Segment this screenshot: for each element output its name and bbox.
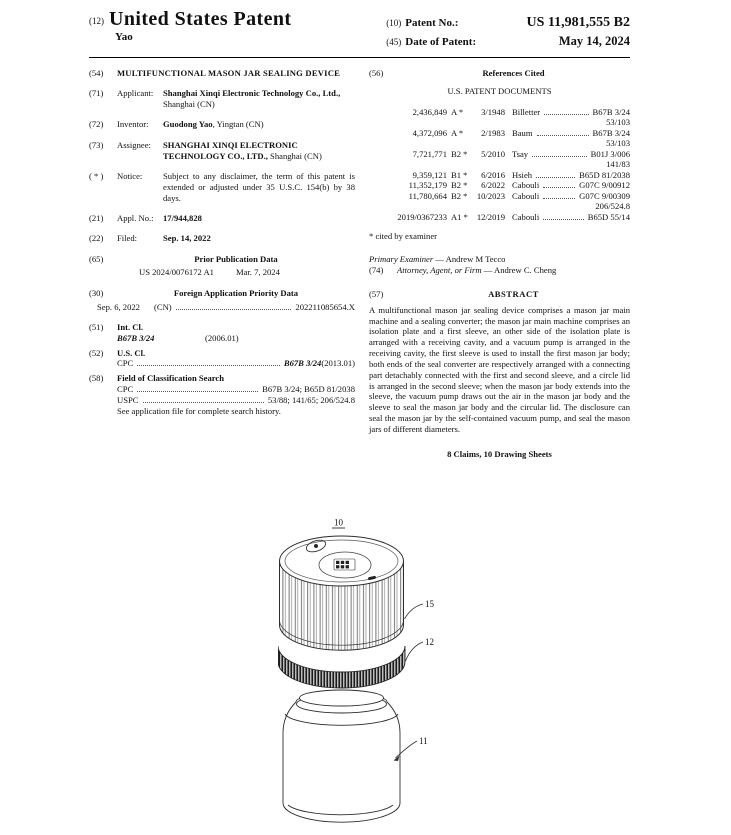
field-search-cpc-value: B67B 3/24; B65D 81/2038	[262, 384, 355, 395]
figure-label-10: 10	[334, 517, 343, 528]
prior-pub-heading: Prior Publication Data	[194, 253, 278, 264]
us-cl-year: (2013.01)	[321, 358, 355, 369]
applicant-name: Shanghai Xinqi Electronic Technology Co., Ltd.,	[163, 88, 341, 99]
ref-class: G07C 9/00309	[579, 190, 630, 201]
date-value: May 14, 2024	[558, 33, 630, 48]
attorney-label: Attorney, Agent, or Firm	[397, 265, 482, 276]
foreign-priority-country: (CN)	[153, 301, 172, 312]
ref-number: 11,352,179	[408, 180, 447, 191]
ref-number: 4,372,096	[412, 127, 447, 138]
field-code-73: (73)	[89, 139, 104, 150]
reference-row	[369, 107, 630, 117]
abstract-text: A multifunctional mason jar sealing device comprises a mason jar main machine and a sealing converter; the mason jar main machine comprises an isolation plate and a first sleeve, an other side of the isolation plate is arranged with a receiving cavity, and a vacuum pump is arranged in the receiving cavity, the first sleeve is used to install the first mason jar body; both ends of the seal converter are respectively arranged with a connecting part detachably connected with the first and second sleeve, and a circle lid is arranged in the second sleeve; when the mason jar body extends into the sleeve, the vacuum pump draws out the air in the mason jar body and the sleeve to seal the mason jar body and the circular lid. The disclosure can seal the mason jar by the self-contained vacuum pump, and seal the mason jars of different diameters.	[369, 304, 630, 434]
assignee-label: Assignee:	[117, 139, 151, 150]
assignee-name: SHANGHAI XINQI ELECTRONIC TECHNOLOGY CO., LTD.,	[163, 139, 298, 161]
ref-kind: B2 *	[451, 190, 468, 201]
foreign-priority-number: 202211085654.X	[295, 301, 355, 312]
ref-kind: B1 *	[451, 169, 468, 180]
applicant-item	[89, 88, 355, 110]
ref-date: 2/1983	[481, 127, 505, 138]
field-code-30: (30)	[89, 287, 104, 298]
ref-kind: A *	[451, 106, 464, 117]
ref-name: Hsieh	[512, 169, 533, 180]
field-code-71: (71)	[89, 88, 104, 99]
ref-class-cont: 53/103	[606, 138, 630, 149]
dotted-leader	[543, 187, 575, 188]
field-code-58: (58)	[89, 373, 104, 384]
inventor-label: Inventor:	[117, 119, 149, 130]
ref-class-cont: 206/524.8	[595, 201, 630, 212]
drawing-figure	[278, 515, 454, 835]
applicant-label: Applicant:	[117, 88, 154, 99]
doc-type-code: (12)	[89, 16, 104, 26]
dotted-leader	[537, 135, 589, 136]
attorney-line	[369, 265, 630, 277]
field-search-uspc-label: USPC	[117, 394, 139, 405]
reference-row	[369, 170, 630, 180]
mason-jar-figure	[278, 515, 454, 835]
header-left	[89, 8, 386, 50]
ref-name: Tsay	[512, 148, 529, 159]
ref-date: 3/1948	[481, 106, 505, 117]
ref-name: Cabouli	[512, 190, 540, 201]
reference-row	[369, 212, 630, 222]
figure-label-15: 15	[425, 599, 434, 609]
cap-top	[280, 536, 404, 586]
figure-label-11: 11	[419, 736, 428, 746]
header-right	[386, 8, 630, 50]
dotted-leader	[137, 365, 280, 366]
assignee-location: Shanghai (CN)	[267, 150, 322, 161]
header-divider	[89, 57, 630, 58]
patent-no-code: (10)	[386, 18, 402, 28]
ref-class: B65D 81/2038	[579, 169, 630, 180]
invention-title-item	[89, 68, 355, 79]
primary-examiner-name: — Andrew M Tecco	[433, 253, 506, 264]
int-cl-class: B67B 3/24	[117, 332, 155, 343]
inventor-name: Guodong Yao	[163, 119, 213, 130]
us-cl-line	[117, 358, 355, 369]
assignee-item	[89, 140, 355, 162]
inventor-surname: Yao	[115, 31, 133, 43]
converter-ring	[278, 646, 405, 688]
filed-item	[89, 233, 355, 244]
display-digits	[334, 559, 355, 570]
inventor-value	[163, 119, 355, 130]
reference-row	[369, 180, 630, 190]
ref-class: G07C 9/00912	[579, 180, 630, 191]
appl-no-value: 17/944,828	[163, 212, 202, 223]
dotted-leader	[543, 198, 575, 199]
ref-kind: B2 *	[451, 148, 468, 159]
field-code-72: (72)	[89, 119, 104, 130]
invention-title: MULTIFUNCTIONAL MASON JAR SEALING DEVICE	[117, 68, 341, 78]
ref-kind: B2 *	[451, 180, 468, 191]
field-code-56: (56)	[369, 68, 384, 78]
field-code-21: (21)	[89, 212, 104, 223]
ref-class-cont: 141/83	[606, 159, 630, 170]
notice-text: Subject to any disclaimer, the term of this patent is extended or adjusted under 35 U.S.C. 154(b) by 38 days.	[163, 170, 355, 203]
ref-date: 6/2022	[481, 180, 505, 191]
abstract-heading: ABSTRACT	[488, 289, 539, 299]
ref-name: Billetter	[512, 106, 541, 117]
ref-class: B67B 3/24	[592, 106, 630, 117]
patent-no-label: Patent No.:	[405, 17, 459, 29]
ref-number: 7,721,771	[412, 148, 447, 159]
ref-number: 11,780,664	[408, 190, 447, 201]
right-column	[369, 68, 630, 460]
ref-name: Baum	[512, 127, 533, 138]
ref-date: 5/2010	[481, 148, 505, 159]
field-search-cpc-line	[117, 384, 355, 395]
document-title: United States Patent	[109, 8, 292, 30]
date-code: (45)	[386, 36, 402, 47]
dotted-leader	[544, 114, 588, 115]
ref-class-cont: 53/103	[606, 117, 630, 128]
field-code-22: (22)	[89, 233, 104, 244]
foreign-priority-line	[89, 302, 355, 313]
dotted-leader	[137, 391, 258, 392]
prior-pub-number: US 2024/0076172 A1	[139, 267, 214, 278]
foreign-priority-date: Sep. 6, 2022	[97, 301, 140, 312]
us-cl-cpc-label: CPC	[117, 358, 134, 369]
cited-by-examiner-note: * cited by examiner	[369, 230, 438, 241]
figure-label-12: 12	[425, 637, 434, 647]
field-search-uspc-value: 53/88; 141/65; 206/524.8	[267, 394, 355, 405]
header-title-row	[89, 8, 386, 30]
prior-pub-date: Mar. 7, 2024	[235, 267, 280, 278]
int-cl-heading: Int. Cl.	[117, 321, 144, 332]
inventor-item	[89, 119, 355, 130]
attorney-name: — Andrew C. Cheng	[481, 265, 557, 276]
field-search-note: See application file for complete search history.	[117, 405, 281, 416]
ref-number: 9,359,121	[412, 169, 447, 180]
applicant-value	[163, 88, 355, 110]
ref-name: Cabouli	[512, 211, 540, 222]
filed-label: Filed:	[117, 233, 138, 244]
dotted-leader	[536, 177, 575, 178]
field-code-52: (52)	[89, 347, 104, 358]
foreign-priority-heading: Foreign Application Priority Data	[173, 287, 299, 298]
field-code-65: (65)	[89, 253, 104, 264]
dotted-leader	[532, 156, 586, 157]
ref-date: 10/2023	[476, 190, 505, 201]
dotted-leader	[543, 219, 584, 220]
ref-class: B65D 55/14	[587, 211, 630, 222]
field-code-51: (51)	[89, 321, 104, 332]
field-search-heading: Field of Classification Search	[117, 373, 225, 384]
field-code-57: (57)	[369, 289, 384, 299]
references-heading-row	[369, 68, 630, 79]
prior-publication-item	[89, 254, 355, 279]
patent-no-value: US 11,981,555 B2	[526, 15, 630, 30]
ref-kind: A *	[451, 127, 464, 138]
reference-row	[369, 191, 630, 201]
us-cl-class: B67B 3/24	[283, 358, 322, 369]
reference-row	[369, 149, 630, 159]
us-cl-heading: U.S. Cl.	[117, 347, 146, 358]
ref-kind: A1 *	[451, 211, 468, 222]
dotted-leader	[176, 309, 292, 310]
dotted-leader	[143, 402, 264, 403]
date-label: Date of Patent:	[405, 35, 477, 48]
header	[89, 8, 630, 50]
ref-class: B01J 3/006	[590, 148, 630, 159]
foreign-priority-item	[89, 288, 355, 313]
primary-examiner-line	[369, 254, 630, 266]
references-table	[369, 107, 630, 222]
patent-date-row	[386, 33, 630, 51]
jar-body	[283, 690, 400, 822]
inventor-location: , Yingtan (CN)	[212, 119, 264, 130]
field-search-cpc-label: CPC	[117, 384, 134, 395]
field-code-54: (54)	[89, 68, 104, 78]
int-cl-line	[117, 333, 355, 344]
ref-number: 2019/0367233	[397, 211, 447, 222]
field-code-notice: ( * )	[89, 170, 104, 181]
appl-no-item	[89, 213, 355, 224]
references-heading: References Cited	[482, 68, 545, 78]
ref-date: 6/2016	[481, 169, 505, 180]
field-code-74: (74)	[369, 265, 384, 276]
notice-label: Notice:	[117, 170, 143, 181]
ref-number: 2,436,849	[412, 106, 447, 117]
patent-number-row	[386, 13, 630, 33]
ref-name: Cabouli	[512, 180, 540, 191]
us-cl-item	[89, 348, 355, 370]
notice-item	[89, 171, 355, 203]
us-patent-documents-heading: U.S. PATENT DOCUMENTS	[447, 85, 552, 96]
ref-class: B67B 3/24	[592, 127, 630, 138]
assignee-value	[163, 140, 355, 162]
field-search-uspc-line	[117, 395, 355, 406]
filed-value: Sep. 14, 2022	[163, 233, 211, 244]
prior-pub-line	[139, 267, 355, 278]
applicant-location: Shanghai (CN)	[163, 99, 215, 110]
primary-examiner-label: Primary Examiner	[369, 253, 434, 264]
ref-date: 12/2019	[476, 211, 505, 222]
claims-line: 8 Claims, 10 Drawing Sheets	[447, 448, 552, 459]
int-cl-item	[89, 322, 355, 344]
int-cl-year: (2006.01)	[205, 332, 239, 343]
appl-no-label: Appl. No.:	[117, 212, 154, 223]
abstract-heading-row	[369, 289, 630, 300]
field-search-item	[89, 373, 355, 416]
reference-row	[369, 128, 630, 138]
left-column	[89, 68, 355, 426]
